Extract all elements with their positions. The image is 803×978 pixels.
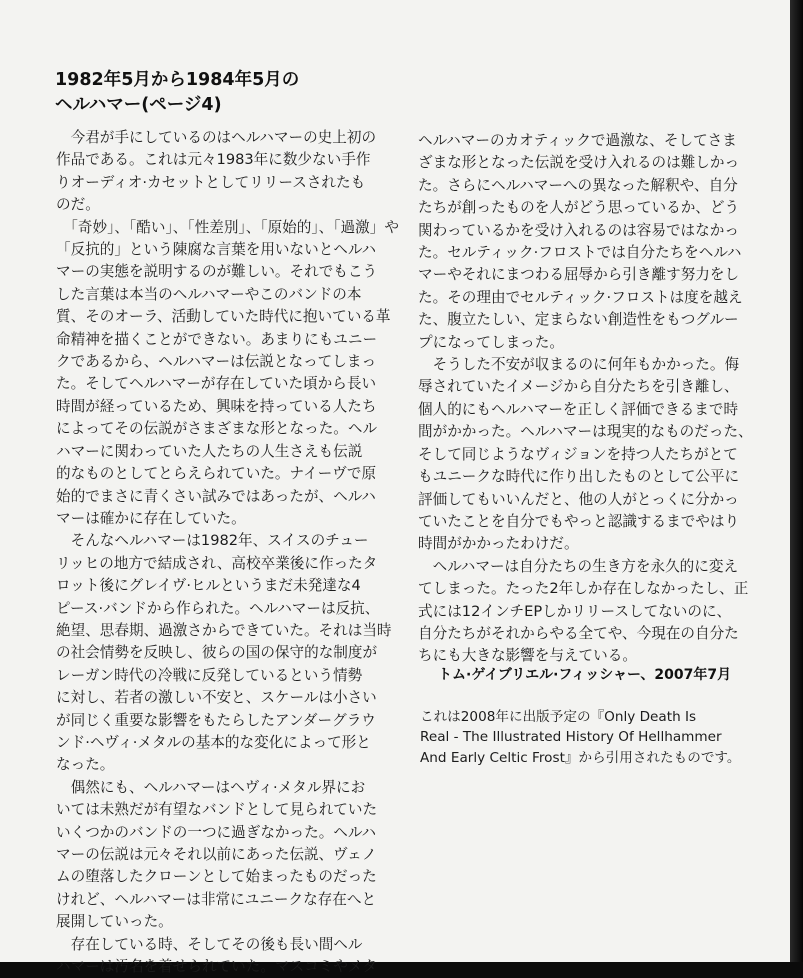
text-line: ロット後にグレイヴ·ヒルというまだ未発達な4 [56, 577, 361, 595]
text-line: ヘルハマーのカオティックで過激な、そしてさま [418, 132, 737, 149]
text-line: てしまった。たった2年しか存在しなかったし、正 [418, 580, 749, 598]
text-line: ていたことを自分でもやっと認識するまでやはり [418, 512, 740, 530]
text-line: ちにも大きな影響を与えている。 [418, 647, 637, 665]
left-column [56, 127, 399, 978]
text-line: た、腹立たしい、定まらない創造性をもつグルー [418, 311, 739, 329]
title-line: 1982年5月から1984年5月の [55, 70, 300, 90]
text-line: そうした不安が収まるのに何年もかかった。侮 [418, 356, 740, 374]
text-line: ハマーは汚名を着せられていた。マスコミやメタ [56, 958, 378, 976]
text-line: た。セルティック·フロストでは自分たちをヘルハ [418, 244, 742, 262]
text-line: And Early Celtic Frost』から引用されたものです。 [420, 749, 741, 766]
text-line: ムの堕落したクローンとして始まったものだった [56, 868, 377, 886]
text-line: 「奇妙」、「酷い」、「性差別」、「原始的」、「過激」や [56, 218, 399, 236]
text-line: 命精神を描くことができない。あまりにもユニー [56, 330, 378, 348]
text-line: いくつかのバンドの一つに過ぎなかった。ヘルハ [56, 823, 377, 841]
text-line: に対し、若者の激しい不安と、スケールは小さい [56, 689, 377, 707]
text-line: いては未熟だが有望なバンドとして見られていた [56, 801, 378, 819]
text-line: 存在している時、そしてその後も長い間ヘル [56, 935, 363, 953]
text-line: 時間がかかったわけだ。 [418, 535, 579, 553]
author-signature: トム·ゲイブリエル·フィッシャー、2007年7月 [438, 667, 732, 683]
text-line: ヘルハマーは自分たちの生き方を永久的に変え [418, 557, 739, 575]
text-line: の社会情勢を反映し、彼らの国の保守的な制度が [56, 644, 378, 662]
text-line: 関わっているかを受け入れるのは容易ではなかっ [418, 221, 739, 239]
text-line: マーの伝説は元々それ以前にあった伝説、ヴェノ [56, 846, 377, 863]
text-line: 質、そのオーラ、活動していた時代に抱いている革 [56, 308, 391, 326]
text-line: によってその伝説がさまざまな形となった。ヘル [56, 420, 378, 438]
text-line: ざまな形となった伝説を受け入れるのは難しかっ [418, 154, 740, 172]
text-line: 始的でまさに青くさい試みではあったが、ヘルハ [56, 487, 376, 505]
text-line: これは2008年に出版予定の『Only Death Is [420, 709, 697, 725]
right-column [418, 130, 754, 668]
text-line: 今君が手にしているのはヘルハマーの史上初の [56, 129, 377, 146]
text-line: 作品である。これは元々1983年に数少ない手作 [56, 151, 371, 169]
text-line: そんなヘルハマーは1982年、スイスのチュー [56, 532, 369, 550]
text-line: 個人的にもヘルハマーを正しく評価できるまで時 [418, 400, 739, 418]
text-line: が同じく重要な影響をもたらしたアンダーグラウ [56, 711, 376, 729]
text-line: 展開していった。 [56, 913, 173, 931]
text-line: そして同じようなヴィジョンを持つ人たちがとて [418, 445, 738, 463]
text-line: たちが創ったものを人がどう思っているか、どう [418, 199, 740, 217]
text-line: けれど、ヘルハマーは非常にユニークな存在へと [56, 890, 377, 908]
title-line: ヘルハマー(ページ4) [55, 95, 222, 115]
text-line: レーガン時代の冷戦に反発しているという情勢 [56, 666, 363, 684]
page-edge [790, 0, 803, 962]
text-line: ピース·バンドから作られた。ヘルハマーは反抗、 [56, 599, 380, 617]
source-note [420, 707, 760, 768]
text-line: 的なものとしてとらえられていた。ナイーヴで原 [56, 465, 377, 483]
text-line: 辱されていたイメージから自分たちを引き離し、 [418, 378, 739, 396]
text-line: のだ。 [56, 196, 100, 214]
text-line: Real - The Illustrated History Of Hellhammer [420, 729, 722, 746]
text-line: りオーディオ·カセットとしてリリースされたも [56, 173, 366, 191]
text-line: 間がかかった。ヘルハマーは現実的なものだった、 [418, 423, 753, 441]
text-line: た。そしてヘルハマーが存在していた頃から長い [56, 375, 377, 393]
text-line: 「反抗的」という陳腐な言葉を用いないとヘルハ [56, 241, 377, 259]
text-line: 自分たちがそれからやる全てや、今現在の自分た [418, 624, 739, 642]
text-line: 絶望、思春期、過激さからできていた。それは当時 [56, 621, 392, 639]
text-line: 式には12インチEPしかリリースしてないのに、 [418, 602, 732, 620]
text-line: マーやそれにまつわる屈辱から引き離す努力をし [418, 266, 740, 284]
text-line: プになってしまった。 [418, 333, 564, 351]
text-line: た。さらにヘルハマーへの異なった解釈や、自分 [418, 176, 738, 194]
text-line: リッヒの地方で結成され、高校卒業後に作ったタ [56, 554, 378, 572]
text-line: もユニークな時代に作り出したものとして公平に [418, 468, 740, 486]
text-line: クであるから、ヘルハマーは伝説となってしまっ [56, 353, 377, 371]
text-line: 時間が経っているため、興味を持っている人たち [56, 397, 377, 415]
text-line: 評価してもいいんだと、他の人がとっくに分かっ [418, 490, 739, 508]
text-line: なった。 [56, 756, 115, 774]
text-line: マーは確かに存在していた。 [56, 509, 246, 527]
text-line: ハマーに関わっていた人たちの人生さえも伝説 [56, 442, 363, 460]
text-line: 偶然にも、ヘルハマーはヘヴィ·メタル界にお [56, 778, 366, 796]
text-line: ンド·ヘヴィ·メタルの基本的な変化によって形と [56, 733, 371, 751]
page-title [55, 68, 299, 118]
text-line: した言葉は本当のヘルハマーやこのバンドの本 [56, 285, 362, 303]
text-line: マーの実態を説明するのが難しい。それでもこう [56, 263, 378, 281]
text-line: た。その理由でセルティック·フロストは度を越え [418, 288, 743, 306]
